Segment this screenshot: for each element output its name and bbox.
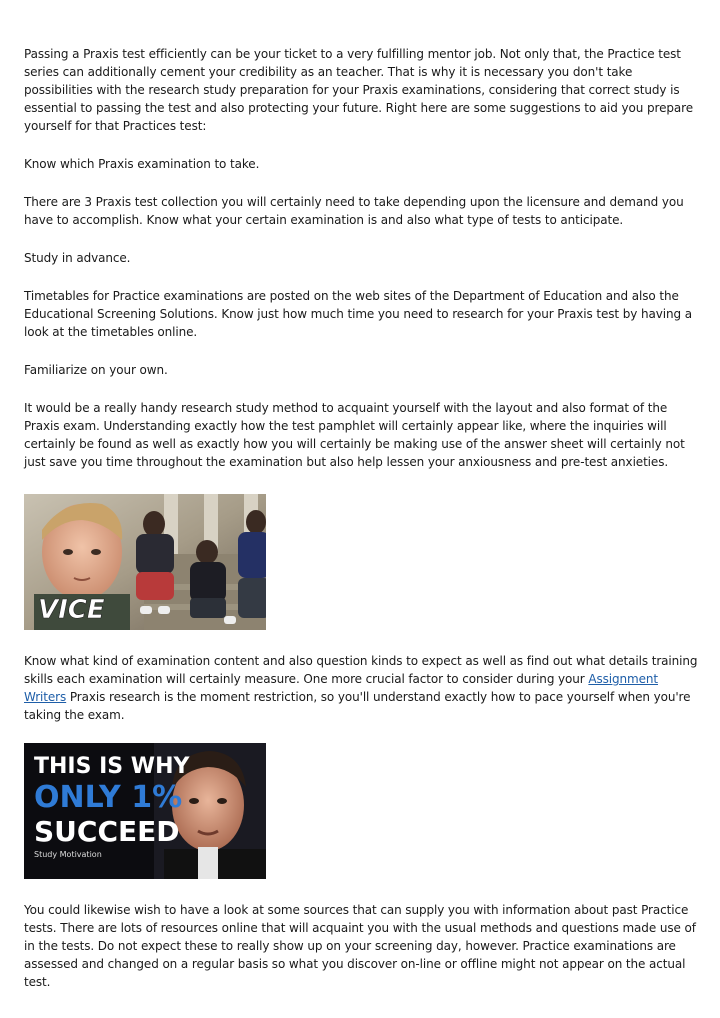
paragraph-exam-format: It would be a really handy research study method to acquaint yourself with the layout and also format of the Praxis exam. Understanding exactly how the test pamphlet will certainly appear like, where the inquiries will certainly be found as well as exactly how you will certainly be making use of the answer sheet will certainly not just save you time throughout the examination but also help lessen your anxiousness and pre-test anxieties.: [24, 401, 685, 469]
heading-know-which-exam: Know which Praxis examination to take.: [24, 157, 260, 171]
study-motivation-caption: Study Motivation: [34, 850, 102, 859]
vice-video-thumbnail: [24, 494, 266, 630]
headline-line-2: ONLY 1%: [34, 780, 183, 815]
study-motivation-thumbnail: [24, 743, 266, 879]
headline-line-1: THIS IS WHY: [34, 754, 190, 779]
paragraph-past-tests: You could likewise wish to have a look at some sources that can supply you with information about past Practice tests. There are lots of resources online that will acquaint you with the usual methods and questions made use of in the tests. Do not expect these to really show up on your screening day, however. Practice examinations are assessed and changed on a regular basis so what you discover on-line or offline might not appear on the actual test.: [24, 903, 696, 989]
intro-paragraph: Passing a Praxis test efficiently can be your ticket to a very fulfilling mentor job. Not only that, the Practice test series can additionally cement your credibility as an teacher. That is why it is necessary you don't take possibilities with the research study preparation for your Praxis examinations, considering that correct study is essential to passing the test and also protecting your future. Right here are some suggestions to aid you prepare yourself for that Practices test:: [24, 47, 693, 133]
assignment-writers-link[interactable]: Assignment Writers: [24, 672, 659, 704]
headline-line-3: SUCCEED: [34, 815, 180, 848]
paragraph-test-collections: There are 3 Praxis test collection you will certainly need to take depending upon the licensure and demand you have to accomplish. Know what your certain examination is and also what type of tests to anticipate.: [24, 195, 684, 227]
paragraph-exam-content-text-end: Praxis research is the moment restriction, so you'll understand exactly how to pace yourself when you're taking the exam.: [24, 690, 691, 722]
vice-logo: VICE: [38, 595, 105, 625]
paragraph-exam-content: [24, 652, 698, 724]
heading-familiarize: Familiarize on your own.: [24, 363, 168, 377]
paragraph-exam-content-text: Know what kind of examination content and also question kinds to expect as well as find out what details training skills each examination will certainly measure. One more crucial factor to consider during your: [24, 654, 698, 686]
paragraph-timetables: Timetables for Practice examinations are posted on the web sites of the Department of Education and also the Educational Screening Solutions. Know just how much time you need to research for your Praxis test by having a look at the timetables online.: [24, 289, 692, 339]
heading-study-in-advance: Study in advance.: [24, 251, 131, 265]
